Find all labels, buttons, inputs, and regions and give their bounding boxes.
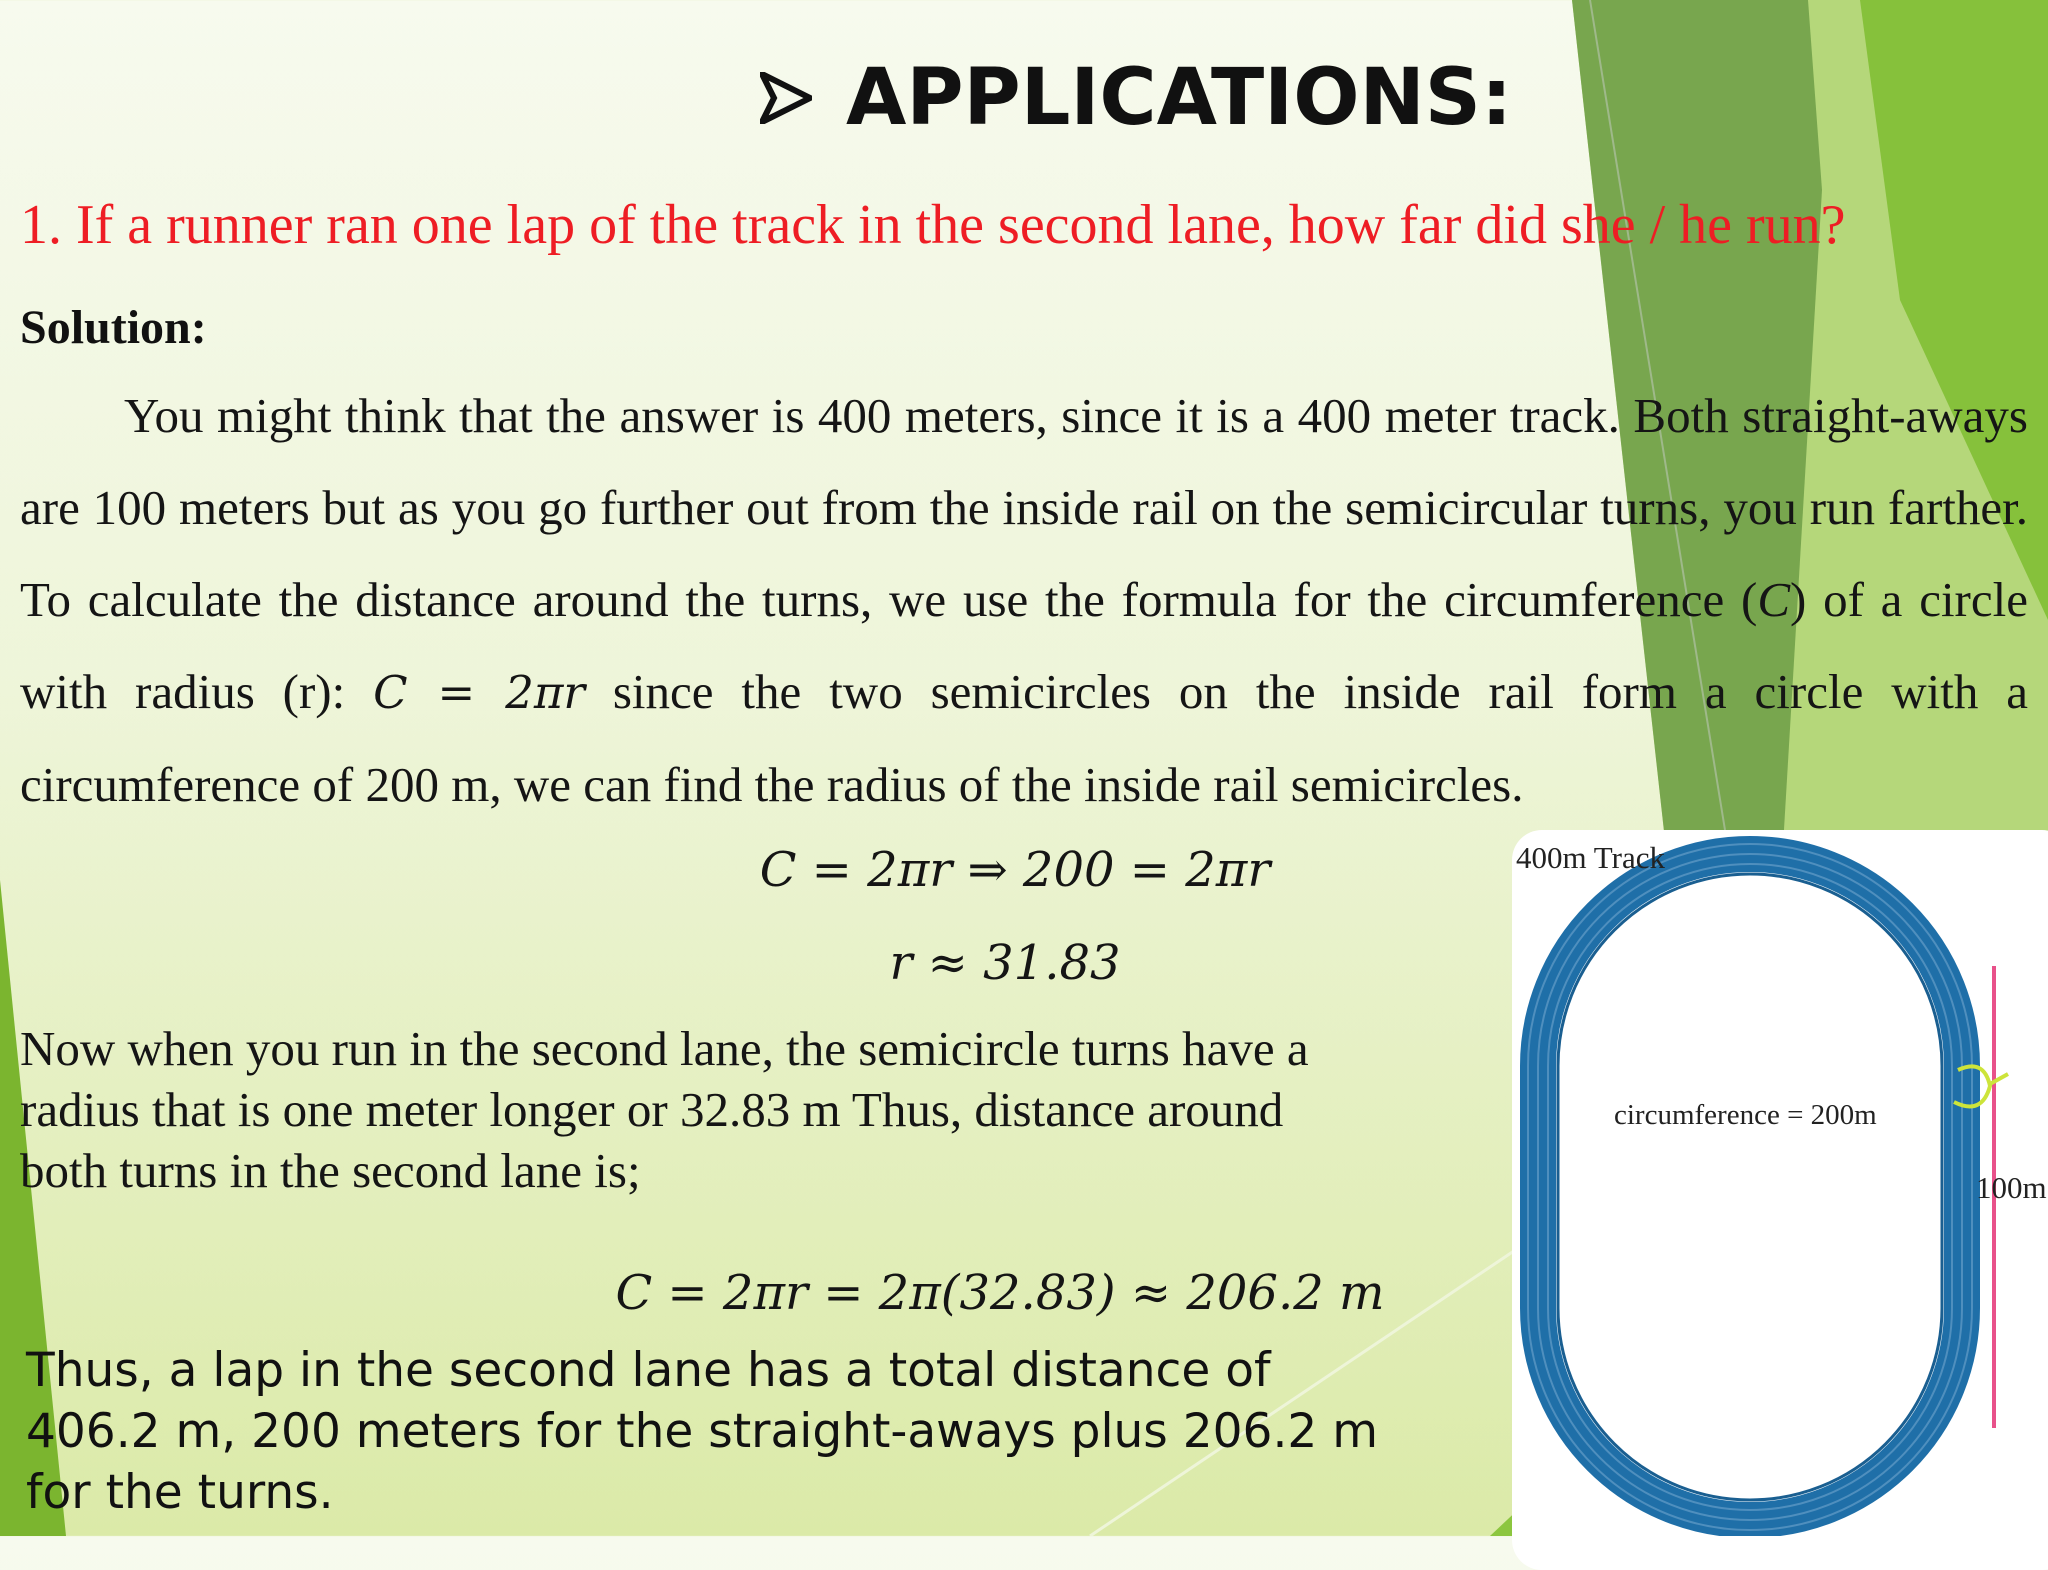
slide-title bbox=[760, 48, 1512, 148]
inline-formula: C = 2πr bbox=[373, 666, 585, 719]
circumference-symbol: C bbox=[1757, 572, 1791, 627]
equation-radius: r ≈ 31.83 bbox=[889, 935, 1121, 991]
second-lane-paragraph: Now when you run in the second lane, the semicircle turns have a radius that is one meter longer or 32.83 m Thus, distance around both turns in the second lane is; bbox=[20, 1021, 1309, 1198]
slide-title-text: APPLICATIONS: bbox=[846, 53, 1513, 143]
circumference-label: circumference = 200m bbox=[1614, 1099, 1877, 1131]
track-figure bbox=[1512, 830, 2048, 1570]
arrow-bullet-icon bbox=[760, 72, 812, 124]
conclusion-text: Thus, a lap in the second lane has a total distance of 406.2 m, 200 meters for the straight-aways plus 206.2 m for the turns. bbox=[26, 1343, 1379, 1520]
track-inner-rail bbox=[1558, 874, 1942, 1500]
solution-paragraph bbox=[20, 370, 2028, 831]
paragraph-part-2: ) of a circle with radius (r): bbox=[20, 572, 2028, 719]
question-text: 1. If a runner ran one lap of the track in the second lane, how far did she / he run? bbox=[20, 194, 1846, 256]
solution-label: Solution: bbox=[20, 301, 207, 354]
paragraph-part-1: You might think that the answer is 400 meters, since it is a 400 meter track. Both straight-aways are 100 meters but as you go further out from the inside rail on the semicircular turns, you run farther. To calculate the distance around the turns, we use the formula for the circumference ( bbox=[20, 388, 2028, 627]
straightaway-length-label: 100m bbox=[1976, 1170, 2047, 1205]
track-title-label: 400m Track bbox=[1516, 840, 1665, 875]
equation-second-lane: C = 2πr = 2π(32.83) ≈ 206.2 m bbox=[615, 1265, 1385, 1321]
track-diagram bbox=[1512, 830, 2048, 1536]
paragraph-part-3: since the two semicircles on the inside rail form a circle with a circumference of 200 m, we can find the radius of the inside rail semicircles. bbox=[20, 664, 2029, 812]
equation-circumference: C = 2πr ⇒ 200 = 2πr bbox=[759, 842, 1271, 898]
